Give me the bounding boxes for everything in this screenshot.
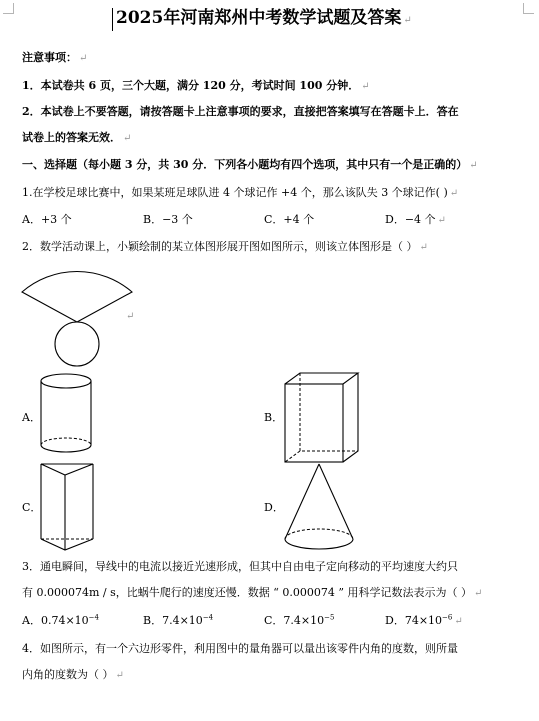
page-corner-marker	[523, 3, 534, 14]
figure-paragraph-mark	[124, 309, 134, 324]
q3-option-a	[22, 614, 99, 628]
question-3-line-1	[22, 560, 458, 574]
question-4-text: 4．如图所示，有一个六边形零件，利用图中的量角器可以量出该零件内角的度数，则所量	[22, 642, 458, 655]
prism-bottom-front	[41, 539, 93, 550]
paragraph-mark: ↵	[419, 242, 428, 253]
notice-item-text: 试卷上的答案无效．	[22, 131, 121, 144]
q1-option-a: A．+3 个	[22, 213, 72, 226]
q3-option-c	[264, 614, 334, 628]
cuboid-hidden-edges	[300, 373, 358, 451]
q1-option-d-text: D．−4 个	[385, 213, 436, 226]
cylinder-bottom-back	[41, 438, 91, 445]
cuboid-figure	[282, 370, 362, 466]
q2-option-c: C．	[22, 501, 42, 514]
question-3-text: 3．通电瞬间，导线中的电流以接近光速形成，但其中自由电子定向移动的平均速度大约只	[22, 560, 458, 573]
cuboid-top-face	[285, 373, 358, 384]
cone-base-front	[285, 539, 353, 549]
cone-base-back	[285, 529, 353, 539]
q3-option-mantissa: 0.74×10	[40, 614, 89, 627]
document-title	[112, 8, 412, 31]
q3-option-mantissa: 7.4×10	[283, 614, 325, 627]
q3-option-b	[143, 614, 213, 628]
question-3-line-2	[22, 586, 482, 601]
q3-option-mantissa: 7.4×10	[162, 614, 203, 627]
question-4-line-1	[22, 642, 458, 656]
notice-heading	[22, 51, 87, 66]
q1-option-d	[385, 213, 446, 228]
cylinder-figure	[38, 372, 98, 462]
question-2	[22, 240, 428, 255]
q3-option-d	[385, 614, 463, 629]
paragraph-mark: ↵	[473, 588, 483, 599]
q2-option-a: A．	[22, 411, 41, 424]
triangular-prism-figure	[38, 461, 98, 553]
cuboid-right-face	[343, 373, 358, 462]
q2-option-b: B．	[264, 411, 284, 424]
paragraph-mark: ↵	[115, 670, 124, 681]
notice-item-text: 1．本试卷共 6 页，三个大题，满分 120 分，考试时间 100 分钟．	[22, 79, 360, 92]
notice-item-1	[22, 79, 370, 94]
q1-option-b: B．−3 个	[143, 213, 193, 226]
paragraph-mark: ↵	[123, 133, 132, 144]
paragraph-mark: ↵	[403, 15, 412, 26]
cone-left-edge	[285, 464, 319, 539]
cylinder-bottom-front	[41, 445, 91, 452]
cone-figure	[282, 461, 362, 553]
question-1-text: 1.在学校足球比赛中，如果某班足球队进 4 个球记作 +4 个，那么该队失 3 个球记作( )	[22, 186, 448, 199]
page-corner-marker	[3, 3, 14, 14]
section-header	[22, 158, 478, 173]
notice-item-2-cont	[22, 131, 131, 146]
q3-option-letter: D．	[385, 614, 405, 627]
paragraph-mark: ↵	[449, 188, 459, 199]
q3-option-exponent: −4	[202, 613, 214, 622]
paragraph-mark: ↵	[437, 215, 446, 226]
q3-option-letter: B．	[143, 614, 163, 627]
paragraph-mark: ↵	[126, 311, 135, 322]
q3-option-letter: A．	[22, 614, 41, 627]
paragraph-mark: ↵	[469, 160, 478, 171]
question-3-text-cont: 有 0.000074m / s，比蜗牛爬行的速度还慢．数据 “ 0.000074 ” 用科学记数法表示为（ ）	[22, 586, 472, 599]
question-1	[22, 186, 458, 201]
cone-right-edge	[319, 464, 353, 539]
section-header-text: 一、选择题（每小题 3 分，共 30 分．下列各小题均有四个选项，其中只有一个是正确的）	[22, 158, 468, 171]
q3-option-exponent: −6	[442, 613, 453, 622]
q2-option-d: D．	[264, 501, 284, 514]
question-4-text-cont: 内角的度数为（ ）	[22, 668, 114, 681]
cylinder-top-ellipse	[41, 374, 91, 388]
question-2-text: 2．数学活动课上，小颖绘制的某立体图形展开图如图所示，则该立体图形是（ ）	[22, 240, 418, 253]
q3-option-exponent: −4	[88, 613, 99, 622]
q1-option-c: C．+4 个	[264, 213, 315, 226]
cuboid-front-face	[285, 384, 343, 462]
notice-item-text: 2．本试卷上不要答题，请按答题卡上注意事项的要求，直接把答案填写在答题卡上．答在	[22, 105, 459, 118]
prism-top-face	[41, 464, 93, 475]
paragraph-mark: ↵	[454, 616, 463, 627]
notice-item-2	[22, 105, 459, 119]
title-text: 2025年河南郑州中考数学试题及答案	[116, 8, 402, 28]
notice-heading-text: 注意事项：	[22, 51, 77, 64]
q3-option-mantissa: 74×10	[404, 614, 443, 627]
paragraph-mark: ↵	[79, 53, 88, 64]
question-4-line-2	[22, 668, 124, 683]
net-circle	[55, 322, 99, 366]
paragraph-mark: ↵	[361, 81, 370, 92]
net-sector	[22, 271, 135, 322]
q3-option-exponent: −5	[324, 613, 335, 622]
q3-option-letter: C．	[264, 614, 284, 627]
net-figure	[20, 262, 135, 367]
